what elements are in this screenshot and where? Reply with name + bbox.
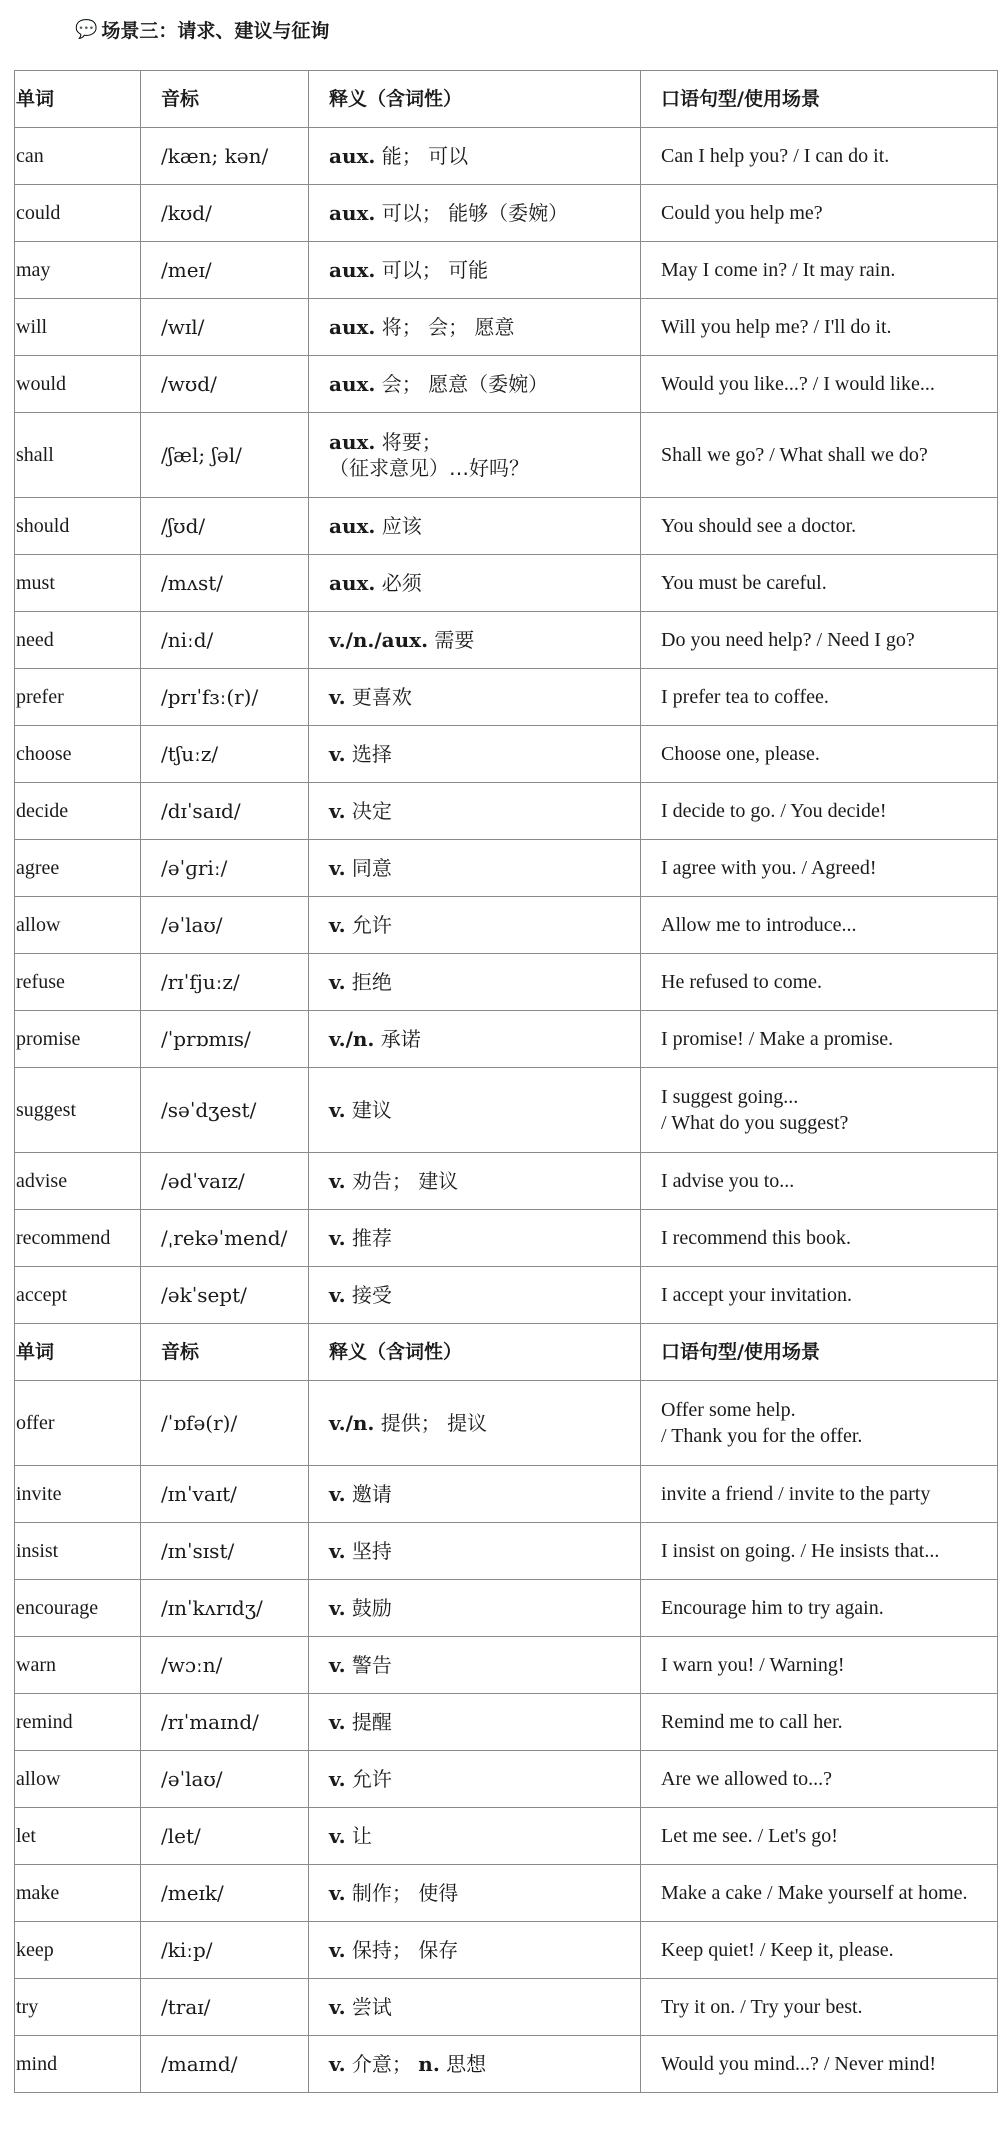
meaning-cell — [309, 1381, 641, 1466]
table-row — [15, 612, 998, 669]
part-of-speech: v. — [329, 1226, 346, 1250]
usage-cell — [641, 356, 998, 413]
table-row — [15, 1808, 998, 1865]
ipa-cell: /ʃʊd/ — [141, 498, 309, 555]
meaning-cell — [309, 612, 641, 669]
usage-text: I warn you! / Warning! — [661, 1654, 845, 1676]
meaning-cell — [309, 299, 641, 356]
usage-cell — [641, 185, 998, 242]
usage-text: Allow me to introduce... — [661, 914, 857, 936]
ipa-cell: /wɪl/ — [141, 299, 309, 356]
word-cell: allow — [15, 1751, 141, 1808]
meaning-cell — [309, 1751, 641, 1808]
word-cell: agree — [15, 840, 141, 897]
usage-cell — [641, 555, 998, 612]
table-row — [15, 897, 998, 954]
part-of-speech: v. — [329, 799, 346, 823]
usage-cell — [641, 783, 998, 840]
ipa-cell: /niːd/ — [141, 612, 309, 669]
word-cell: prefer — [15, 669, 141, 726]
part-of-speech: v. — [329, 1710, 346, 1734]
word-cell: choose — [15, 726, 141, 783]
meaning-cell — [309, 1011, 641, 1068]
ipa-cell: /dɪˈsaɪd/ — [141, 783, 309, 840]
meaning-text: 提供； 提议 — [374, 1411, 488, 1435]
speech-bubble-icon: 💬 — [75, 18, 98, 40]
usage-cell — [641, 612, 998, 669]
meaning-text: 建议 — [345, 1098, 392, 1122]
part-of-speech: v. — [329, 1824, 346, 1848]
part-of-speech: aux. — [329, 571, 376, 595]
table-row — [15, 1694, 998, 1751]
part-of-speech: v. — [329, 1995, 346, 2019]
table-row — [15, 555, 998, 612]
meaning-text: 选择 — [345, 742, 392, 766]
part-of-speech: v./n./aux. — [329, 628, 429, 652]
word-cell: must — [15, 555, 141, 612]
word-cell: can — [15, 128, 141, 185]
usage-text: You must be careful. — [661, 572, 827, 594]
part-of-speech: v. — [329, 1482, 346, 1506]
usage-text: Will you help me? / I'll do it. — [661, 316, 892, 338]
meaning-cell — [309, 954, 641, 1011]
usage-cell — [641, 954, 998, 1011]
usage-cell — [641, 498, 998, 555]
table-row — [15, 1865, 998, 1922]
table-row — [15, 356, 998, 413]
meaning-cell — [309, 897, 641, 954]
usage-text: Let me see. / Let's go! — [661, 1825, 838, 1847]
meaning-cell — [309, 498, 641, 555]
part-of-speech: v. — [329, 2052, 346, 2076]
usage-cell — [641, 1751, 998, 1808]
ipa-cell: /wʊd/ — [141, 356, 309, 413]
ipa-cell: /ˌrekəˈmend/ — [141, 1210, 309, 1267]
word-cell: encourage — [15, 1580, 141, 1637]
usage-cell — [641, 1580, 998, 1637]
ipa-cell: /kʊd/ — [141, 185, 309, 242]
usage-text: You should see a doctor. — [661, 515, 857, 537]
word-cell: will — [15, 299, 141, 356]
word-cell: need — [15, 612, 141, 669]
meaning-text: 决定 — [345, 799, 392, 823]
meaning-text: 警告 — [345, 1653, 392, 1677]
usage-text: Shall we go? / What shall we do? — [661, 444, 928, 466]
part-of-speech: aux. — [329, 144, 376, 168]
meaning-cell — [309, 1267, 641, 1324]
part-of-speech: n. — [418, 2052, 440, 2076]
meaning-text: 会； 愿意（委婉） — [375, 372, 549, 396]
usage-text: Offer some help. — [661, 1399, 796, 1421]
ipa-cell: /əˈɡriː/ — [141, 840, 309, 897]
usage-text: I insist on going. / He insists that... — [661, 1540, 940, 1562]
meaning-cell — [309, 185, 641, 242]
usage-cell — [641, 1068, 998, 1153]
ipa-cell: /ɪnˈkʌrɪdʒ/ — [141, 1580, 309, 1637]
word-cell: mind — [15, 2036, 141, 2093]
meaning-text: 保持； 保存 — [345, 1938, 459, 1962]
usage-text: Remind me to call her. — [661, 1711, 843, 1733]
usage-cell — [641, 1153, 998, 1210]
table-row — [15, 669, 998, 726]
part-of-speech: v. — [329, 1653, 346, 1677]
table-row — [15, 413, 998, 498]
header-usage: 口语句型/使用场景 — [641, 71, 998, 128]
meaning-text: 应该 — [375, 514, 422, 538]
word-cell: promise — [15, 1011, 141, 1068]
part-of-speech: v. — [329, 1938, 346, 1962]
meaning-text: 将； 会； 愿意 — [375, 315, 515, 339]
vocab-table-1 — [14, 70, 998, 1324]
usage-text: Make a cake / Make yourself at home. — [661, 1882, 968, 1904]
part-of-speech: aux. — [329, 372, 376, 396]
usage-text: He refused to come. — [661, 971, 823, 993]
meaning-text: 可以； 可能 — [375, 258, 489, 282]
part-of-speech: aux. — [329, 201, 376, 225]
ipa-cell: /səˈdʒest/ — [141, 1068, 309, 1153]
usage-cell — [641, 1267, 998, 1324]
usage-text: Encourage him to try again. — [661, 1597, 884, 1619]
page-title — [75, 14, 329, 44]
table-row — [15, 1210, 998, 1267]
ipa-cell: /ɪnˈvaɪt/ — [141, 1466, 309, 1523]
meaning-cell — [309, 1523, 641, 1580]
meaning-cell — [309, 413, 641, 498]
usage-text: / Thank you for the offer. — [661, 1425, 863, 1447]
ipa-cell: /tʃuːz/ — [141, 726, 309, 783]
table-row — [15, 498, 998, 555]
meaning-cell — [309, 1637, 641, 1694]
meaning-cell — [309, 1466, 641, 1523]
usage-text: I suggest going... — [661, 1086, 799, 1108]
usage-cell — [641, 1381, 998, 1466]
ipa-cell: /ʃæl; ʃəl/ — [141, 413, 309, 498]
meaning-cell — [309, 726, 641, 783]
ipa-cell: /meɪk/ — [141, 1865, 309, 1922]
meaning-text: 鼓励 — [345, 1596, 392, 1620]
part-of-speech: aux. — [329, 514, 376, 538]
word-cell: make — [15, 1865, 141, 1922]
usage-cell — [641, 242, 998, 299]
usage-text: Are we allowed to...? — [661, 1768, 833, 1790]
table-row — [15, 1153, 998, 1210]
meaning-cell — [309, 1210, 641, 1267]
word-cell: would — [15, 356, 141, 413]
part-of-speech: v. — [329, 1169, 346, 1193]
ipa-cell: /traɪ/ — [141, 1979, 309, 2036]
part-of-speech: v. — [329, 1098, 346, 1122]
table-row — [15, 1267, 998, 1324]
meaning-cell — [309, 840, 641, 897]
part-of-speech: v. — [329, 685, 346, 709]
ipa-cell: /wɔːn/ — [141, 1637, 309, 1694]
meaning-text: 制作； 使得 — [345, 1881, 459, 1905]
meaning-cell — [309, 1865, 641, 1922]
usage-cell — [641, 128, 998, 185]
page-title-text: 场景三：请求、建议与征询 — [101, 19, 330, 42]
meaning-text: 承诺 — [374, 1027, 421, 1051]
word-cell: let — [15, 1808, 141, 1865]
word-cell: accept — [15, 1267, 141, 1324]
usage-cell — [641, 1011, 998, 1068]
meaning-text: 接受 — [345, 1283, 392, 1307]
ipa-cell: /əˈlaʊ/ — [141, 1751, 309, 1808]
table-row — [15, 1381, 998, 1466]
word-cell: warn — [15, 1637, 141, 1694]
usage-text: I recommend this book. — [661, 1227, 851, 1249]
usage-text: Do you need help? / Need I go? — [661, 629, 915, 651]
ipa-cell: /meɪ/ — [141, 242, 309, 299]
word-cell: should — [15, 498, 141, 555]
meaning-text: 必须 — [375, 571, 422, 595]
usage-text: I accept your invitation. — [661, 1284, 853, 1306]
table-row — [15, 185, 998, 242]
meaning-text: 推荐 — [345, 1226, 392, 1250]
usage-text: I promise! / Make a promise. — [661, 1028, 894, 1050]
meaning-text: 提醒 — [345, 1710, 392, 1734]
table-row — [15, 1466, 998, 1523]
header-ipa: 音标 — [141, 71, 309, 128]
part-of-speech: aux. — [329, 315, 376, 339]
word-cell: remind — [15, 1694, 141, 1751]
table-row — [15, 299, 998, 356]
meaning-cell — [309, 242, 641, 299]
usage-text: / What do you suggest? — [661, 1112, 849, 1134]
word-cell: shall — [15, 413, 141, 498]
part-of-speech: aux. — [329, 430, 376, 454]
part-of-speech: v. — [329, 1881, 346, 1905]
word-cell: decide — [15, 783, 141, 840]
usage-cell — [641, 669, 998, 726]
meaning-text: 更喜欢 — [345, 685, 412, 709]
word-cell: could — [15, 185, 141, 242]
ipa-cell: /kiːp/ — [141, 1922, 309, 1979]
part-of-speech: v. — [329, 1767, 346, 1791]
part-of-speech: v. — [329, 1283, 346, 1307]
word-cell: refuse — [15, 954, 141, 1011]
meaning-text: 允许 — [345, 913, 392, 937]
table-row — [15, 128, 998, 185]
part-of-speech: v. — [329, 856, 346, 880]
usage-text: Try it on. / Try your best. — [661, 1996, 863, 2018]
usage-cell — [641, 1865, 998, 1922]
ipa-cell: /maɪnd/ — [141, 2036, 309, 2093]
table-row — [15, 1523, 998, 1580]
part-of-speech: v./n. — [329, 1027, 375, 1051]
part-of-speech: v. — [329, 913, 346, 937]
meaning-text: 需要 — [428, 628, 475, 652]
meaning-cell — [309, 1694, 641, 1751]
table-row — [15, 242, 998, 299]
header-word: 单词 — [15, 71, 141, 128]
table-row — [15, 1580, 998, 1637]
part-of-speech: v. — [329, 1539, 346, 1563]
ipa-cell: /əˈlaʊ/ — [141, 897, 309, 954]
word-cell: suggest — [15, 1068, 141, 1153]
word-cell: keep — [15, 1922, 141, 1979]
meaning-cell — [309, 2036, 641, 2093]
usage-cell — [641, 897, 998, 954]
ipa-cell: /rɪˈfjuːz/ — [141, 954, 309, 1011]
header-meaning: 释义（含词性） — [309, 71, 641, 128]
usage-cell — [641, 2036, 998, 2093]
meaning-text: 能； 可以 — [375, 144, 469, 168]
meaning-text: 允许 — [345, 1767, 392, 1791]
meaning-cell — [309, 356, 641, 413]
usage-text: Can I help you? / I can do it. — [661, 145, 890, 167]
table-row — [15, 1637, 998, 1694]
word-cell: try — [15, 1979, 141, 2036]
meaning-cell — [309, 128, 641, 185]
meaning-cell — [309, 669, 641, 726]
ipa-cell: /əkˈsept/ — [141, 1267, 309, 1324]
usage-cell — [641, 840, 998, 897]
word-cell: insist — [15, 1523, 141, 1580]
usage-cell — [641, 1523, 998, 1580]
meaning-cell — [309, 1808, 641, 1865]
meaning-cell — [309, 1922, 641, 1979]
header-row — [15, 71, 998, 128]
header-ipa: 音标 — [141, 1324, 309, 1381]
usage-text: I prefer tea to coffee. — [661, 686, 829, 708]
meaning-cell — [309, 1979, 641, 2036]
meaning-cell — [309, 1068, 641, 1153]
table-row — [15, 783, 998, 840]
usage-cell — [641, 1210, 998, 1267]
usage-text: May I come in? / It may rain. — [661, 259, 896, 281]
table-row — [15, 2036, 998, 2093]
usage-cell — [641, 299, 998, 356]
meaning-text: 同意 — [345, 856, 392, 880]
ipa-cell: /mʌst/ — [141, 555, 309, 612]
usage-text: Choose one, please. — [661, 743, 820, 765]
usage-cell — [641, 413, 998, 498]
usage-cell — [641, 1808, 998, 1865]
usage-cell — [641, 1922, 998, 1979]
meaning-text: 可以； 能够（委婉） — [375, 201, 569, 225]
meaning-text: 拒绝 — [345, 970, 392, 994]
usage-text: Would you mind...? / Never mind! — [661, 2053, 937, 2075]
ipa-cell: /ədˈvaɪz/ — [141, 1153, 309, 1210]
meaning-cell — [309, 555, 641, 612]
meaning-text: 尝试 — [345, 1995, 392, 2019]
meaning-text: 让 — [345, 1824, 372, 1848]
part-of-speech: v./n. — [329, 1411, 375, 1435]
table-row — [15, 1979, 998, 2036]
ipa-cell: /let/ — [141, 1808, 309, 1865]
ipa-cell: /prɪˈfɜː(r)/ — [141, 669, 309, 726]
ipa-cell: /rɪˈmaɪnd/ — [141, 1694, 309, 1751]
meaning-text: 邀请 — [345, 1482, 392, 1506]
ipa-cell: /ɪnˈsɪst/ — [141, 1523, 309, 1580]
usage-cell — [641, 726, 998, 783]
meaning-text: 坚持 — [345, 1539, 392, 1563]
table-row — [15, 1068, 998, 1153]
usage-text: Keep quiet! / Keep it, please. — [661, 1939, 894, 1961]
meaning-text: （征求意见）…好吗？ — [329, 456, 529, 480]
ipa-cell: /ˈɒfə(r)/ — [141, 1381, 309, 1466]
meaning-text: 将要； — [375, 430, 442, 454]
word-cell: advise — [15, 1153, 141, 1210]
word-cell: offer — [15, 1381, 141, 1466]
meaning-cell — [309, 1580, 641, 1637]
part-of-speech: v. — [329, 970, 346, 994]
table-row — [15, 954, 998, 1011]
usage-text: Could you help me? — [661, 202, 823, 224]
usage-cell — [641, 1979, 998, 2036]
ipa-cell: /kæn; kən/ — [141, 128, 309, 185]
meaning-text: 思想 — [439, 2052, 487, 2076]
table-row — [15, 1751, 998, 1808]
table-row — [15, 1922, 998, 1979]
table-row — [15, 1011, 998, 1068]
usage-text: invite a friend / invite to the party — [661, 1483, 931, 1505]
meaning-cell — [309, 1153, 641, 1210]
word-cell: may — [15, 242, 141, 299]
vocab-table-2 — [14, 1323, 998, 2093]
word-cell: recommend — [15, 1210, 141, 1267]
usage-cell — [641, 1694, 998, 1751]
word-cell: allow — [15, 897, 141, 954]
part-of-speech: v. — [329, 742, 346, 766]
usage-cell — [641, 1637, 998, 1694]
usage-text: I decide to go. / You decide! — [661, 800, 887, 822]
part-of-speech: v. — [329, 1596, 346, 1620]
usage-text: Would you like...? / I would like... — [661, 373, 935, 395]
header-row — [15, 1324, 998, 1381]
header-word: 单词 — [15, 1324, 141, 1381]
usage-cell — [641, 1466, 998, 1523]
header-usage: 口语句型/使用场景 — [641, 1324, 998, 1381]
table-row — [15, 840, 998, 897]
meaning-cell — [309, 783, 641, 840]
usage-text: I agree with you. / Agreed! — [661, 857, 877, 879]
meaning-text: 劝告； 建议 — [345, 1169, 459, 1193]
meaning-text: 介意； — [345, 2052, 419, 2076]
word-cell: invite — [15, 1466, 141, 1523]
header-meaning: 释义（含词性） — [309, 1324, 641, 1381]
table-row — [15, 726, 998, 783]
part-of-speech: aux. — [329, 258, 376, 282]
usage-text: I advise you to... — [661, 1170, 795, 1192]
ipa-cell: /ˈprɒmɪs/ — [141, 1011, 309, 1068]
